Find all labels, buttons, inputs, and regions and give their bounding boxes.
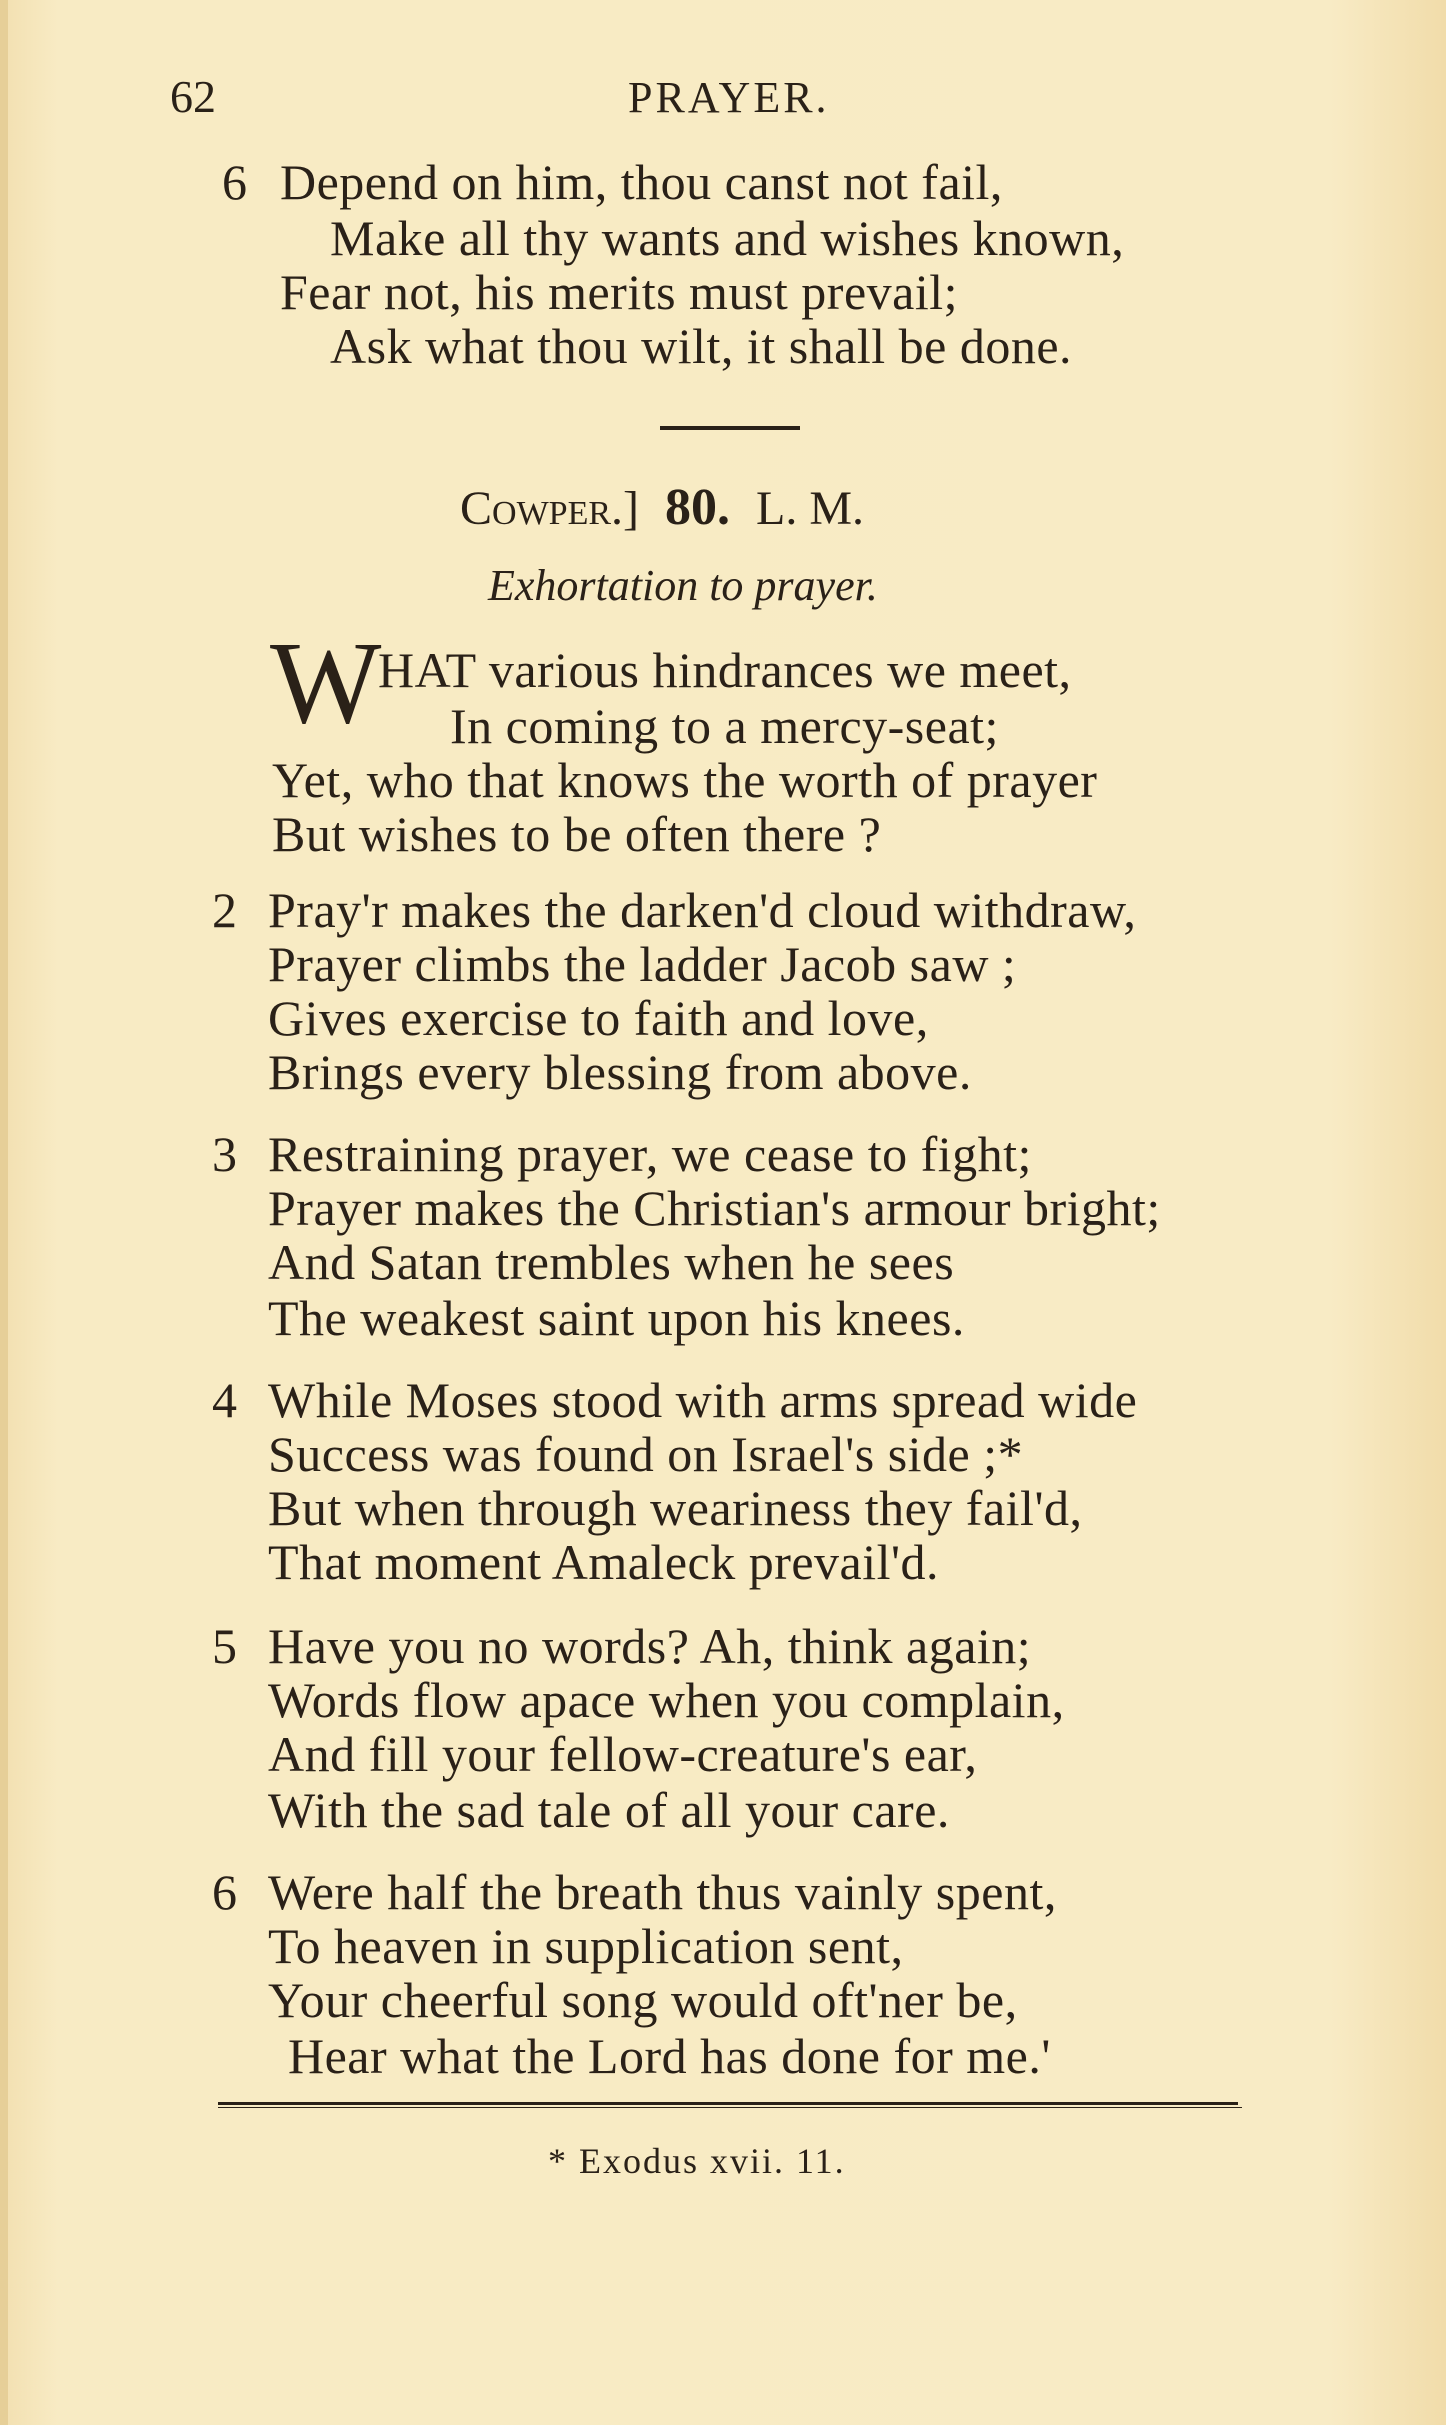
hymn-meter: L. M.: [756, 482, 864, 535]
verse-line: Depend on him, thou canst not fail,: [280, 154, 1003, 210]
verse-line: But wishes to be often there ?: [272, 806, 882, 862]
verse-line: Prayer climbs the ladder Jacob saw ;: [268, 936, 1017, 992]
verse-line: Have you no words? Ah, think again;: [268, 1618, 1032, 1674]
hymn-author: Cowper.]: [460, 482, 639, 535]
drop-cap: W: [270, 617, 382, 748]
verse-line: Your cheerful song would oft'ner be,: [268, 1972, 1018, 2028]
section-divider: [660, 426, 800, 430]
hymn-title: Exhortation to prayer.: [488, 561, 878, 610]
verse-line: While Moses stood with arms spread wide: [268, 1372, 1138, 1428]
verse-line: Gives exercise to faith and love,: [268, 990, 929, 1046]
verse-line: Success was found on Israel's side ;*: [268, 1426, 1024, 1482]
verse-line: Make all thy wants and wishes known,: [330, 210, 1125, 266]
verse-line: Hear what the Lord has done for me.': [288, 2028, 1051, 2084]
verse-number: 5: [212, 1618, 237, 1674]
verse-line: HAT various hindrances we meet,: [378, 642, 1072, 698]
verse-number: 6: [222, 154, 247, 210]
verse-number: 3: [212, 1126, 237, 1182]
page-number: 62: [170, 71, 216, 122]
verse-line: Brings every blessing from above.: [268, 1044, 972, 1100]
verse-line: And fill your fellow-creature's ear,: [268, 1726, 978, 1782]
verse-line: But when through weariness they fail'd,: [268, 1480, 1083, 1536]
verse-line: Ask what thou wilt, it shall be done.: [330, 318, 1073, 374]
verse-number: 4: [212, 1372, 237, 1428]
verse-number: 6: [212, 1864, 237, 1920]
verse-line: In coming to a mercy-seat;: [450, 698, 999, 754]
footnote-rule: [218, 2102, 1238, 2105]
verse-line: That moment Amaleck prevail'd.: [268, 1534, 940, 1590]
page-edge: [0, 0, 8, 2425]
verse-line: To heaven in supplication sent,: [268, 1918, 904, 1974]
verse-line: Were half the breath thus vainly spent,: [268, 1864, 1057, 1920]
verse-line: Yet, who that knows the worth of prayer: [272, 752, 1098, 808]
verse-line: With the sad tale of all your care.: [268, 1782, 950, 1838]
verse-line: Restraining prayer, we cease to fight;: [268, 1126, 1032, 1182]
verse-number: 2: [212, 882, 237, 938]
hymn-number: 80.: [665, 479, 730, 536]
running-head: PRAYER.: [628, 73, 830, 122]
hymn-heading: [460, 478, 864, 537]
footnote: * Exodus xvii. 11.: [548, 2141, 846, 2181]
verse-line: And Satan trembles when he sees: [268, 1234, 955, 1290]
footnote-rule: [218, 2107, 1242, 2108]
verse-line: Words flow apace when you complain,: [268, 1672, 1065, 1728]
verse-line: Fear not, his merits must prevail;: [280, 264, 959, 320]
verse-line: Prayer makes the Christian's armour bright;: [268, 1180, 1161, 1236]
verse-line: Pray'r makes the darken'd cloud withdraw,: [268, 882, 1137, 938]
verse-line: The weakest saint upon his knees.: [268, 1290, 965, 1346]
